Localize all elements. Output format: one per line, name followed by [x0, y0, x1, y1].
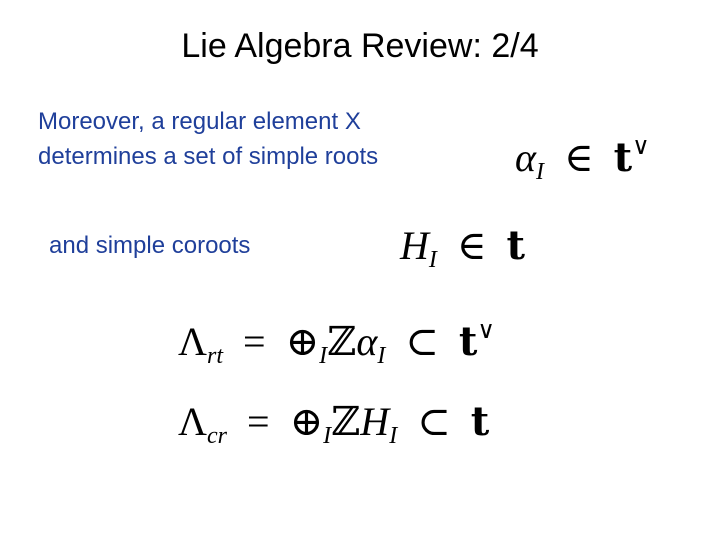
formula-generator-index: I: [389, 423, 398, 450]
formula-space: t: [613, 134, 633, 181]
formula-symbol: Λ: [178, 319, 208, 364]
formula-generator: H: [360, 399, 390, 444]
formula-index: I: [428, 247, 437, 274]
formula-space-sup: ∨: [477, 318, 495, 345]
formula-symbol: α: [515, 135, 536, 180]
formula-space-sup: ∨: [632, 134, 650, 161]
slide-title: Lie Algebra Review: 2/4: [181, 27, 539, 65]
formula-simple-coroot: [400, 222, 525, 276]
formula-sub: rt: [207, 343, 224, 370]
formula-equals: =: [247, 399, 270, 444]
text-line-simple-roots: determines a set of simple roots: [38, 143, 379, 170]
formula-generator-index: I: [377, 343, 386, 370]
formula-equals: =: [243, 319, 266, 364]
formula-sum-index: I: [319, 343, 328, 370]
formula-coroot-lattice: [178, 398, 489, 452]
formula-relation: ∈: [564, 135, 594, 180]
formula-relation: ∈: [456, 223, 487, 268]
formula-index: I: [536, 159, 544, 186]
formula-ring: ℤ: [331, 399, 361, 444]
formula-root-lattice: [178, 318, 495, 372]
formula-symbol: Λ: [178, 399, 208, 444]
formula-space: t: [458, 318, 478, 365]
formula-relation: ⊂: [417, 399, 451, 444]
formula-space: t: [470, 398, 490, 445]
text-line-simple-coroots: and simple coroots: [49, 232, 251, 259]
formula-ring: ℤ: [327, 319, 357, 364]
formula-sum-index: I: [323, 423, 332, 450]
formula-simple-root: [515, 134, 650, 188]
formula-symbol: H: [400, 223, 429, 268]
formula-relation: ⊂: [405, 319, 439, 364]
formula-sub: cr: [207, 423, 228, 450]
formula-direct-sum: ⊕: [285, 319, 320, 364]
formula-generator: α: [356, 319, 378, 364]
formula-direct-sum: ⊕: [289, 399, 324, 444]
formula-space: t: [506, 222, 525, 269]
text-line-regular-element: Moreover, a regular element X: [38, 108, 361, 135]
